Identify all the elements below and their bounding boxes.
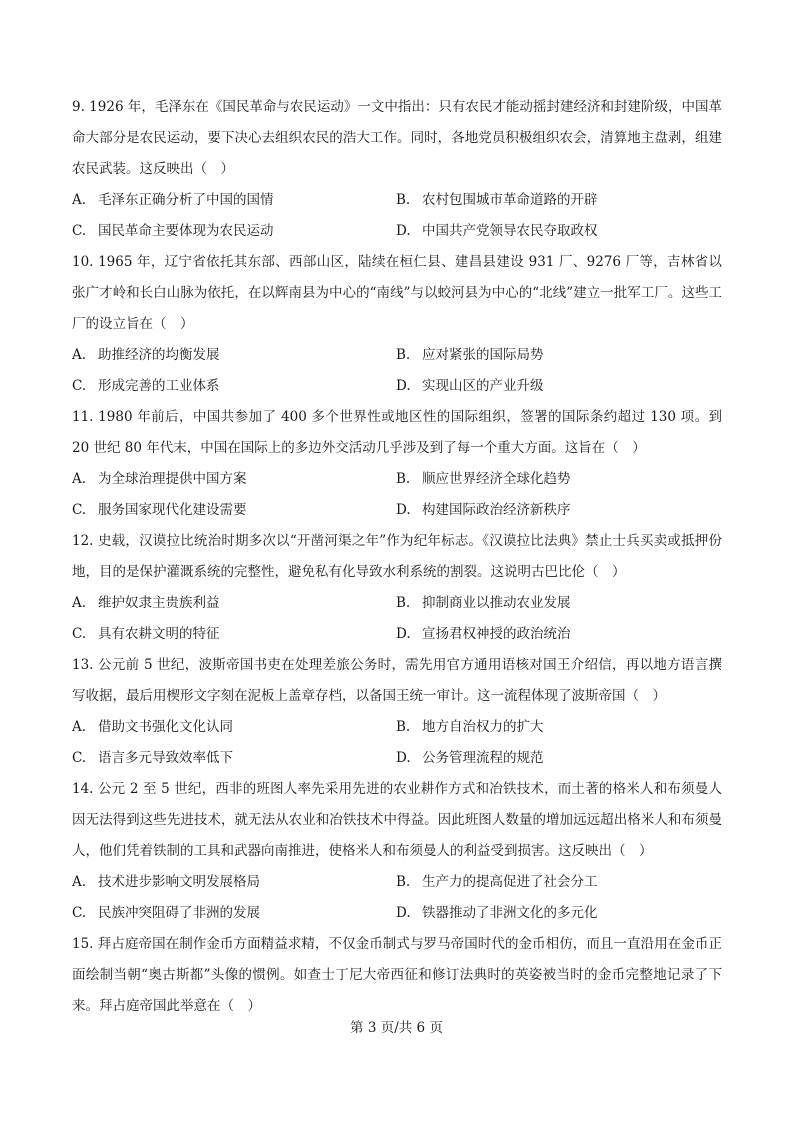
option-letter: A. <box>72 874 87 890</box>
option-item <box>396 464 722 495</box>
option-letter: C. <box>72 223 87 239</box>
question-stem: 12. 史载，汉谟拉比统治时期多次以“开凿河渠之年”作为纪年标志。《汉谟拉比法典》禁止士兵买卖或抵押份地，目的是保护灌溉系统的完整性，避免私有化导致水利系统的割裂。这说明古巴比伦（ ） <box>72 533 722 580</box>
option-item <box>72 867 396 898</box>
option-item <box>396 371 722 402</box>
option-text: 技术进步影响文明发展格局 <box>98 874 260 890</box>
question-block <box>72 929 722 1022</box>
options-grid <box>72 464 722 526</box>
option-letter: A. <box>72 471 87 487</box>
option-item <box>396 867 722 898</box>
option-letter: A. <box>72 192 87 208</box>
option-item <box>396 619 722 650</box>
option-text: 国民革命主要体现为农民运动 <box>98 223 274 239</box>
option-text: 民族冲突阻碍了非洲的发展 <box>98 905 260 921</box>
option-text: 应对紧张的国际局势 <box>422 347 544 363</box>
option-text: 铁器推动了非洲文化的多元化 <box>422 905 598 921</box>
option-text: 实现山区的产业升级 <box>422 378 544 394</box>
option-text: 服务国家现代化建设需要 <box>98 502 247 518</box>
option-text: 顺应世界经济全球化趋势 <box>422 471 571 487</box>
page-footer: 第 3 页/共 6 页 <box>350 1020 443 1036</box>
option-letter: B. <box>396 347 411 363</box>
option-item <box>72 743 396 774</box>
option-item <box>396 340 722 371</box>
question-block <box>72 92 722 247</box>
options-grid <box>72 588 722 650</box>
option-text: 农村包围城市革命道路的开辟 <box>422 192 598 208</box>
option-letter: B. <box>396 192 411 208</box>
option-text: 生产力的提高促进了社会分工 <box>422 874 598 890</box>
options-grid <box>72 712 722 774</box>
option-item <box>396 216 722 247</box>
option-item <box>396 712 722 743</box>
option-item <box>396 185 722 216</box>
option-item <box>396 495 722 526</box>
option-item <box>72 619 396 650</box>
option-letter: D. <box>396 626 411 642</box>
question-stem: 11. 1980 年前后，中国共参加了 400 多个世界性或地区性的国际组织，签署的国际条约超过 130 项。到 20 世纪 80 年代末，中国在国际上的多边外交活动几乎涉及到了每一个重大方面。这旨在（ ） <box>72 409 722 456</box>
option-text: 形成完善的工业体系 <box>98 378 220 394</box>
option-item <box>72 898 396 929</box>
question-stem: 9. 1926 年，毛泽东在《国民革命与农民运动》一文中指出：只有农民才能动摇封建经济和封建阶级，中国革命大部分是农民运动，要下决心去组织农民的浩大工作。同时，各地党员积极组织农会，清算地主盘剥，组建农民武装。这反映出（ ） <box>72 99 722 177</box>
option-text: 维护奴隶主贵族利益 <box>98 595 220 611</box>
option-letter: D. <box>396 750 411 766</box>
option-text: 为全球治理提供中国方案 <box>98 471 247 487</box>
option-letter: A. <box>72 347 87 363</box>
option-item <box>72 371 396 402</box>
options-grid <box>72 340 722 402</box>
option-text: 地方自治权力的扩大 <box>422 719 544 735</box>
option-letter: B. <box>396 595 411 611</box>
option-letter: C. <box>72 378 87 394</box>
option-item <box>396 743 722 774</box>
option-text: 具有农耕文明的特征 <box>98 626 220 642</box>
option-text: 助推经济的均衡发展 <box>98 347 220 363</box>
option-letter: D. <box>396 502 411 518</box>
option-letter: B. <box>396 719 411 735</box>
option-item <box>72 340 396 371</box>
question-stem: 13. 公元前 5 世纪，波斯帝国书吏在处理差旅公务时，需先用官方通用语核对国王介绍信，再以地方语言撰写收据，最后用楔形文字刻在泥板上盖章存档，以备国王统一审计。这一流程体现了波斯帝国（ ） <box>72 657 722 704</box>
option-letter: D. <box>396 378 411 394</box>
options-grid <box>72 867 722 929</box>
option-letter: C. <box>72 750 87 766</box>
option-item <box>72 712 396 743</box>
option-item <box>72 495 396 526</box>
option-item <box>396 588 722 619</box>
option-item <box>396 898 722 929</box>
question-stem: 15. 拜占庭帝国在制作金币方面精益求精，不仅金币制式与罗马帝国时代的金币相仿，而且一直沿用在金币正面绘制当朝“奥古斯都”头像的惯例。如查士丁尼大帝西征和修订法典时的英姿被当时的金币完整地记录了下来。拜占庭帝国此举意在（ ） <box>72 936 722 1014</box>
option-text: 语言多元导致效率低下 <box>98 750 233 766</box>
option-letter: A. <box>72 719 87 735</box>
option-item <box>72 464 396 495</box>
question-block <box>72 774 722 929</box>
option-text: 中国共产党领导农民夺取政权 <box>422 223 598 239</box>
option-text: 抑制商业以推动农业发展 <box>422 595 571 611</box>
option-letter: D. <box>396 905 411 921</box>
option-letter: D. <box>396 223 411 239</box>
question-block <box>72 402 722 526</box>
option-letter: B. <box>396 874 411 890</box>
option-text: 借助文书强化文化认同 <box>98 719 233 735</box>
option-letter: C. <box>72 626 87 642</box>
option-item <box>72 185 396 216</box>
question-stem: 14. 公元 2 至 5 世纪，西非的班图人率先采用先进的农业耕作方式和冶铁技术，而土著的格米人和布须曼人因无法得到这些先进技术，就无法从农业和冶铁技术中得益。因此班图人数量的增加远远超出格米人和布须曼人，他们凭着铁制的工具和武器向南推进，使格米人和布须曼人的利益受到损害。这反映出（ ） <box>72 781 722 859</box>
option-item <box>72 588 396 619</box>
option-item <box>72 216 396 247</box>
question-block <box>72 650 722 774</box>
option-text: 毛泽东正确分析了中国的国情 <box>98 192 274 208</box>
options-grid <box>72 185 722 247</box>
question-block <box>72 526 722 650</box>
option-text: 公务管理流程的规范 <box>422 750 544 766</box>
option-letter: B. <box>396 471 411 487</box>
option-text: 宣扬君权神授的政治统治 <box>422 626 571 642</box>
question-list <box>72 92 722 1022</box>
option-letter: C. <box>72 502 87 518</box>
option-text: 构建国际政治经济新秩序 <box>422 502 571 518</box>
question-stem: 10. 1965 年，辽宁省依托其东部、西部山区，陆续在桓仁县、建昌县建设 931 厂、9276 厂等，吉林省以张广才岭和长白山脉为依托，在以辉南县为中心的“南线”与以蛟河县为中心的“北线”建立一批军工厂。这些工厂的设立旨在（ ） <box>72 254 722 332</box>
option-letter: A. <box>72 595 87 611</box>
question-block <box>72 247 722 402</box>
option-letter: C. <box>72 905 87 921</box>
